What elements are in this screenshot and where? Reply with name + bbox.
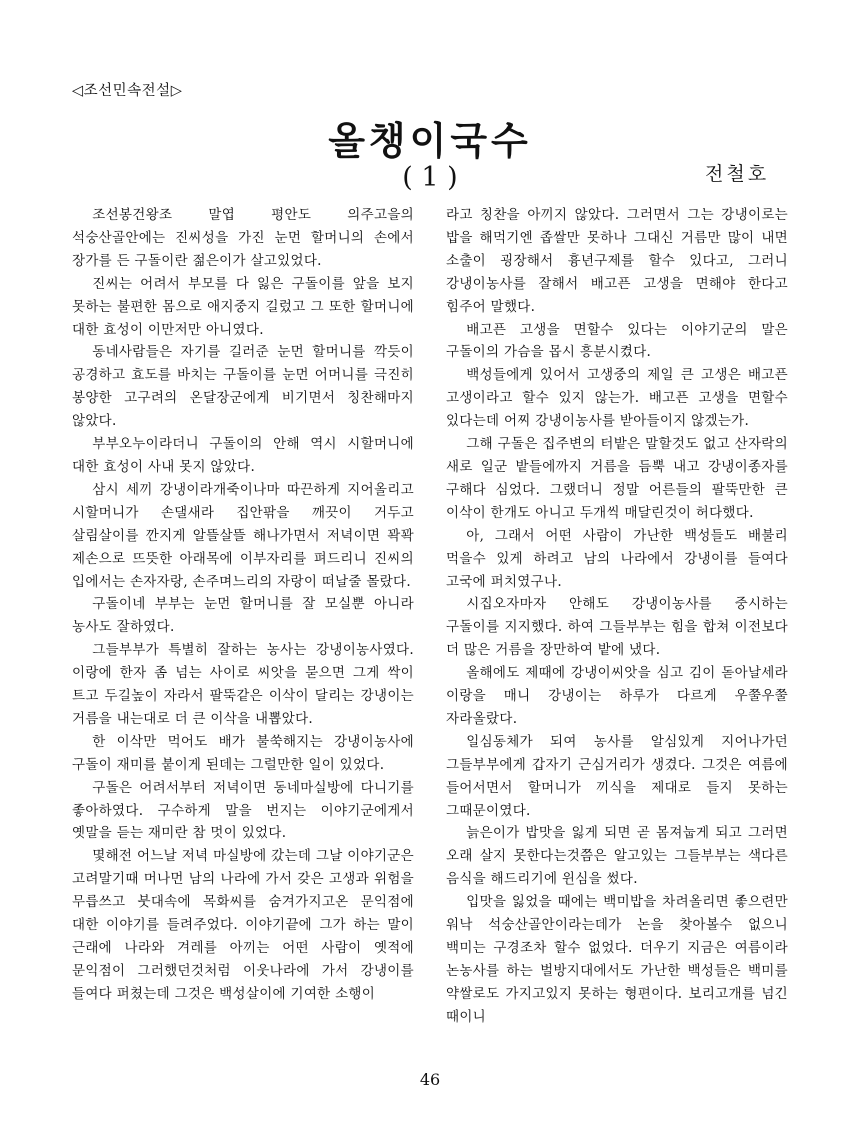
paragraph: 일심동체가 되여 농사를 알심있게 지어나가던 그들부부에게 갑자기 근심거리가 생겼다. 그것은 여름에 들어서면서 할머니가 끼식을 제대로 들지 못하는 그때문이였다. — [446, 733, 788, 819]
right-column — [446, 204, 788, 1029]
paragraph: 입맛을 잃었을 때에는 백미밥을 차려올리면 좋으련만 워낙 석숭산골안이라는데가 논을 찾아볼수 없으니 백미는 구경조차 할수 없었다. 더우기 지금은 여름이라 논농사를 하는 벌방지대에서도 가난한 백성들은 백미를 약쌀로도 가지고있지 못하는 형편이다. 보리고개를 넘긴 때이니 — [446, 894, 788, 1025]
paragraph: 동네사람들은 자기를 길러준 눈먼 할머니를 깍듯이 공경하고 효도를 바치는 구돌이를 눈먼 어머니를 극진히 봉양한 고구려의 온달장군에게 비기면서 칭찬해마지 않았다. — [72, 344, 414, 430]
paragraph: 시집오자마자 안해도 강냉이농사를 중시하는 구돌이를 지지했다. 하여 그들부부는 힘을 합쳐 이전보다 더 많은 거름을 장만하여 밭에 냈다. — [446, 596, 788, 659]
paragraph: 라고 칭찬을 아끼지 않았다. 그러면서 그는 강냉이로는 밥을 해먹기엔 좁쌀만 못하나 그대신 거름만 많이 내면 소출이 굉장해서 흉년구제를 할수 있다고, 그러니 강냉이농사를 잘해서 배고픈 고생을 면해야 한다고 힘주어 말했다. — [446, 207, 788, 315]
paragraph: 구돌이네 부부는 눈먼 할머니를 잘 모실뿐 아니라 농사도 잘하였다. — [72, 596, 414, 636]
paragraph: 몇해전 어느날 저녁 마실방에 갔는데 그날 이야기군은 고려말기때 머나먼 남의 나라에 가서 갖은 고생과 위험을 무릅쓰고 붓대속에 목화씨를 숨겨가지고온 문익점에 대한 이야기를 들려주었다. 이야기끝에 그가 하는 말이 근래에 나라와 겨레를 아끼는 어떤 사람이 옛적에 문익점이 그러했던것처럼 이웃나라에 가서 강냉이를 들여다 퍼쳤는데 그것은 백성살이에 기여한 소행이 — [72, 848, 414, 1002]
paragraph: 구돌은 어려서부터 저녁이면 동네마실방에 다니기를 좋아하였다. 구수하게 말을 번지는 이야기군에게서 옛말을 듣는 재미란 참 멋이 있었다. — [72, 779, 414, 842]
paragraph: 백성들에게 있어서 고생중의 제일 큰 고생은 배고픈 고생이라고 할수 있지 않는가. 배고픈 고생을 면할수 있다는데 어찌 강냉이농사를 받아들이지 않겠는가. — [446, 367, 788, 430]
series-label: ◁조선민속전설▷ — [72, 83, 183, 99]
paragraph: 조선봉건왕조 말엽 평안도 의주고을의 석숭산골안에는 진씨성을 가진 눈먼 할머니의 손에서 장가를 든 구돌이란 젊은이가 살고있었다. — [72, 207, 414, 269]
paragraph: 늙은이가 밥맛을 잃게 되면 곧 몸져눕게 되고 그러면 오래 살지 못한다는것쯤은 알고있는 그들부부는 색다른 음식을 해드리기에 윈심을 썼다. — [446, 825, 788, 888]
paragraph: 그해 구돌은 집주변의 터밭은 말할것도 없고 산자락의 새로 일군 밭들에까지 거름을 듬뿍 내고 강냉이종자를 구해다 심었다. 그랬더니 정말 어른들의 팔뚝만한 큰 이삭이 한개도 아니고 두개씩 매달린것이 허다했다. — [446, 436, 788, 521]
left-column — [72, 204, 414, 1006]
paragraph: 한 이삭만 먹어도 배가 불쑥해지는 강냉이농사에 구돌이 재미를 붙이게 된데는 그럴만한 일이 있었다. — [72, 733, 414, 773]
paragraph: 올해에도 제때에 강냉이씨앗을 심고 김이 돋아날세라 이랑을 매니 강냉이는 하루가 다르게 우쭐우쭐 자라올랐다. — [446, 665, 788, 727]
paragraph: 그들부부가 특별히 잘하는 농사는 강냉이농사였다. 이랑에 한자 좀 넘는 사이로 씨앗을 묻으면 그게 싹이 트고 두길높이 자라서 팔뚝같은 이삭이 달리는 강냉이는 거름을 내는대로 더 큰 이삭을 내뽑았다. — [72, 642, 414, 727]
paragraph: 삼시 세끼 강냉이라개죽이나마 따끈하게 지어올리고 시할머니가 손댈새라 집안팎을 깨끗이 거두고 살림살이를 깐지게 알뜰살뜰 해나가면서 저녁이면 꽉꽉 제손으로 뜨뜻한 아래목에 이부자리를 펴드리니 진씨의 입에서는 손자자랑, 손주며느리의 자랑이 떠날줄 몰랐다. — [72, 481, 414, 590]
paragraph: 아, 그래서 어떤 사람이 가난한 백성들도 배불리 먹을수 있게 하려고 남의 나라에서 강냉이를 들여다 고국에 퍼치였구나. — [446, 527, 788, 590]
paragraph: 부부오누이라더니 구돌이의 안해 역시 시할머니에 대한 효성이 사내 못지 않았다. — [72, 436, 414, 475]
paragraph: 진씨는 어려서 부모를 다 잃은 구돌이를 앞을 보지 못하는 불편한 몸으로 애지중지 길렀고 그 또한 할머니에 대한 효성이 이만저만 아니였다. — [72, 275, 414, 338]
story-title: 올챙이국수 — [328, 119, 532, 163]
author-name: 전철호 — [705, 163, 770, 185]
paragraph: 배고픈 고생을 면할수 있다는 이야기군의 말은 구돌이의 가슴을 몹시 흥분시켰다. — [446, 321, 788, 361]
part-number: ( 1 ) — [402, 162, 458, 193]
page-number: 46 — [419, 1070, 441, 1089]
